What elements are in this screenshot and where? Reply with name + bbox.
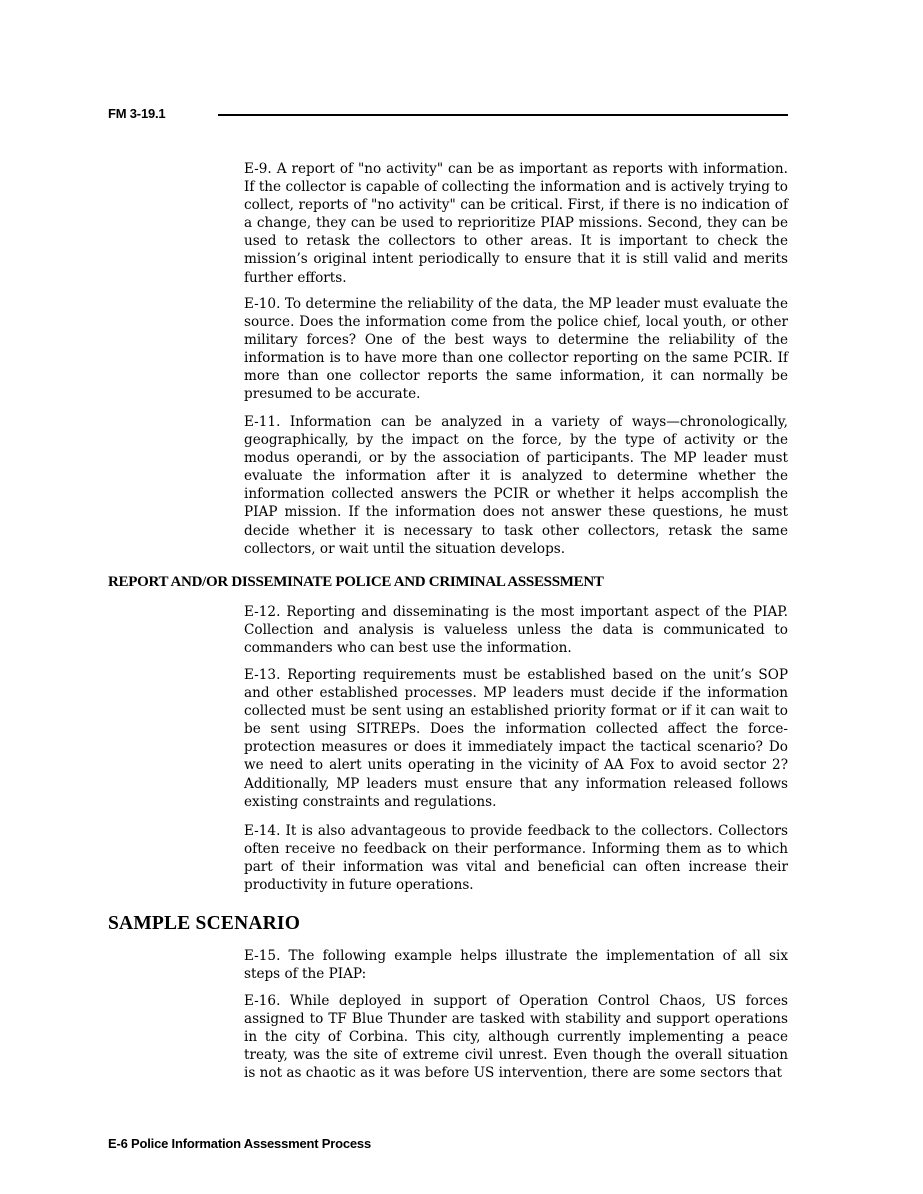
section-heading-sample-scenario: SAMPLE SCENARIO [108,913,301,934]
running-header: FM 3-19.1 [108,106,166,121]
section-heading-report-disseminate: REPORT AND/OR DISSEMINATE POLICE AND CRIMINAL ASSESSMENT [108,574,604,590]
paragraph-e14: E-14. It is also advantageous to provide feedback to the collectors. Collectors often receive no feedback on their performance. Informing them as to which part of their information was vital and beneficial can often increase their productivity in future operations. [244,823,788,894]
paragraph-e12: E-12. Reporting and disseminating is the most important aspect of the PIAP. Collection and analysis is valueless unless the data is communicated to commanders who can best use the information. [244,604,788,657]
paragraph-e16: E-16. While deployed in support of Operation Control Chaos, US forces assigned to TF Blue Thunder are tasked with stability and support operations in the city of Corbina. This city, although currently implementing a peace treaty, was the site of extreme civil unrest. Even though the overall situation is not as chaotic as it was before US intervention, there are some sectors that [244,993,788,1082]
paragraph-e11: E-11. Information can be analyzed in a variety of ways—chronologically, geographically, by the impact on the force, by the type of activity or the modus operandi, or by the association of participants. The MP leader must evaluate the information after it is analyzed to determine whether the information collected answers the PCIR or whether it helps accomplish the PIAP mission. If the information does not answer these questions, he must decide whether it is necessary to task other collectors, retask the same collectors, or wait until the situation develops. [244,414,788,557]
header-rule [218,114,788,116]
running-footer: E-6 Police Information Assessment Process [108,1136,371,1151]
paragraph-e10: E-10. To determine the reliability of the data, the MP leader must evaluate the source. Does the information come from the police chief, local youth, or other military forces? One of the best ways to determine the reliability of the information is to have more than one collector reporting on the same PCIR. If more than one collector reports the same information, it can normally be presumed to be accurate. [244,296,788,403]
paragraph-e15: E-15. The following example helps illustrate the implementation of all six steps of the PIAP: [244,948,788,983]
paragraph-e9: E-9. A report of "no activity" can be as important as reports with information. If the collector is capable of collecting the information and is actively trying to collect, reports of "no activity" can be critical. First, if there is no indication of a change, they can be used to reprioritize PIAP missions. Second, they can be used to retask the collectors to other areas. It is important to check the mission’s original intent periodically to ensure that it is still valid and merits further efforts. [244,161,788,286]
paragraph-e13: E-13. Reporting requirements must be established based on the unit’s SOP and other established processes. MP leaders must decide if the information collected must be sent using an established priority format or if it can wait to be sent using SITREPs. Does the information collected affect the force-protection measures or does it immediately impact the tactical scenario? Do we need to alert units operating in the vicinity of AA Fox to avoid sector 2? Additionally, MP leaders must ensure that any information released follows existing constraints and regulations. [244,667,788,810]
